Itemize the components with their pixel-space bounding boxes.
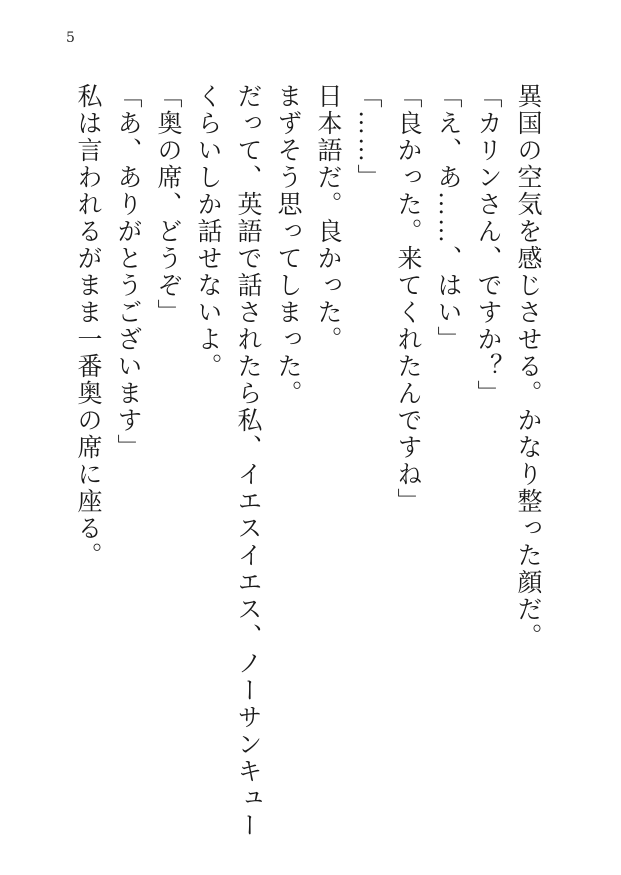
text-line: 「カリンさん、ですか？」 — [474, 83, 501, 407]
text-line: 「……」 — [354, 83, 381, 191]
text-line: 異国の空気を感じさせる。かなり整った顔だ。 — [514, 83, 541, 650]
text-line: 「あ、ありがとうございます」 — [114, 83, 141, 461]
text-line: 「奥の席、どうぞ」 — [154, 83, 181, 326]
text-line: くらいしか話せないよ。 — [194, 83, 221, 380]
text-line: だって、英語で話されたら私、イエスイエス、ノーサンキュー — [234, 83, 261, 839]
page-number: 5 — [66, 30, 75, 46]
novel-text-block — [67, 83, 547, 863]
text-line: 「え、あ……、はい」 — [434, 83, 461, 353]
text-line: 「良かった。来てくれたんですね」 — [394, 83, 421, 515]
text-line: まずそう思ってしまった。 — [274, 83, 301, 407]
text-line: 日本語だ。良かった。 — [314, 83, 341, 353]
text-line: 私は言われるがまま一番奥の席に座る。 — [74, 83, 101, 569]
